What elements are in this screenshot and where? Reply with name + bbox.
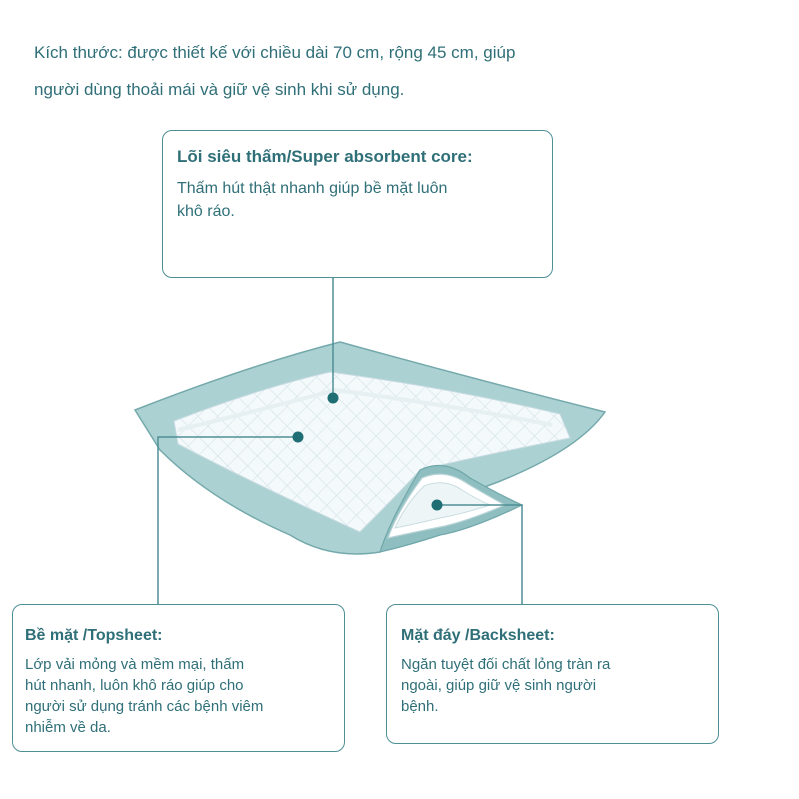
callout-topsheet-line-2: hút nhanh, luôn khô ráo giúp cho <box>25 677 244 694</box>
callout-core-title: Lõi siêu thấm/Super absorbent core: <box>177 147 473 166</box>
callout-core-line-2: khô ráo. <box>177 203 235 220</box>
topsheet-marker-dot <box>293 432 304 443</box>
callout-backsheet-line-1: Ngăn tuyệt đối chất lỏng tràn ra <box>401 656 611 673</box>
intro-line-2: người dùng thoải mái và giữ vệ sinh khi sử dụng. <box>34 80 405 99</box>
callout-topsheet-line-1: Lớp vải mỏng và mềm mại, thấm <box>25 656 245 673</box>
callout-topsheet-title: Bề mặt /Topsheet: <box>25 627 163 644</box>
callout-backsheet-line-2: ngoài, giúp giữ vệ sinh người <box>401 677 597 694</box>
callout-topsheet-line-4: nhiễm về da. <box>25 719 111 736</box>
callout-backsheet-title: Mặt đáy /Backsheet: <box>401 627 555 644</box>
callout-topsheet <box>12 604 345 752</box>
backsheet-marker-dot <box>432 500 443 511</box>
callout-backsheet <box>386 604 719 744</box>
core-marker-dot <box>328 393 339 404</box>
callout-backsheet-line-3: bệnh. <box>401 698 439 715</box>
callout-absorbent-core <box>162 130 553 278</box>
callout-topsheet-description <box>25 654 332 738</box>
callout-backsheet-description <box>401 654 704 717</box>
intro-line-1: Kích thước: được thiết kế với chiều dài 70 cm, rộng 45 cm, giúp <box>34 43 516 62</box>
callout-core-line-1: Thấm hút thật nhanh giúp bề mặt luôn <box>177 180 448 197</box>
callout-core-description <box>177 177 538 223</box>
callout-topsheet-line-3: người sử dụng tránh các bệnh viêm <box>25 698 264 715</box>
